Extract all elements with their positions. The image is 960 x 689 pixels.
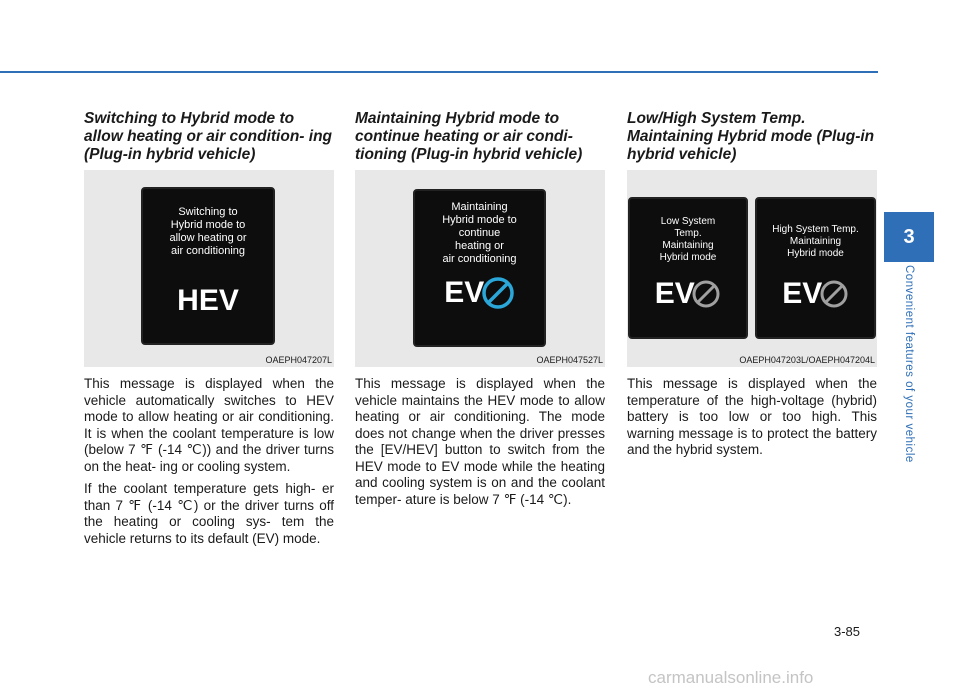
screen-line: Hybrid mode	[787, 248, 844, 259]
screen-line: continue	[458, 227, 501, 239]
screen-line: heating or	[455, 240, 504, 252]
body-text-3	[627, 376, 877, 465]
ev-indicator: EV	[782, 277, 823, 310]
figure-system-temp-messages	[627, 170, 877, 367]
ev-indicator: EV	[654, 277, 695, 310]
cluster-screen	[141, 187, 275, 345]
ev-indicator: EV	[444, 276, 485, 309]
hev-indicator: HEV	[177, 284, 239, 317]
screen-line: Switching to	[178, 206, 238, 218]
section-title-text: Convenient features of your vehicle	[903, 265, 915, 463]
screen-line: High System Temp.	[772, 224, 859, 235]
column-3	[627, 110, 877, 164]
screen-line: Temp.	[674, 228, 702, 239]
screen-line: air conditioning	[442, 253, 517, 265]
screen-line: Hybrid mode to	[170, 219, 246, 231]
screen-line: Hybrid mode to	[442, 214, 517, 226]
prohibited-icon	[691, 279, 721, 309]
cluster-screen-low	[628, 197, 748, 339]
ev-indicator-group	[415, 276, 544, 310]
ev-indicator-group	[757, 277, 874, 311]
figure-ev-maintaining-message	[355, 170, 605, 367]
screen-line: Maintaining	[789, 236, 842, 247]
screen-line: Maintaining	[451, 201, 508, 213]
page-number: 3-85	[834, 624, 861, 639]
figure-code: OAEPH047207L	[265, 355, 332, 365]
screen-line: air conditioning	[171, 245, 245, 257]
body-text-2	[355, 376, 605, 514]
paragraph: This message is displayed when the vehicle automatically switches to HEV mode to allow heating or air conditioning. It is when the coolant temperature is low (below 7 ℉ (-14 ℃)) and the driver turns on the heat- ing or cooling system.	[84, 376, 334, 474]
figure-code: OAEPH047527L	[536, 355, 603, 365]
paragraph: This message is displayed when the temperature of the high-voltage (hybrid) battery is too low or too high. This warning message is to protect the battery and the hybrid system.	[627, 376, 877, 457]
heading-maintaining-hybrid: Maintaining Hybrid mode to continue heating or air condi- tioning (Plug-in hybrid vehicle)	[355, 110, 583, 163]
cluster-screen	[413, 189, 546, 347]
heading-switching-hybrid: Switching to Hybrid mode to allow heating or air condition- ing (Plug-in hybrid vehicle)	[84, 110, 332, 163]
screen-line: Maintaining	[662, 240, 714, 251]
ev-indicator-group	[630, 277, 746, 311]
screen-line: Hybrid mode	[659, 252, 717, 263]
prohibited-icon	[819, 279, 849, 309]
paragraph: This message is displayed when the vehicle maintains the HEV mode to allow heating or air conditioning. The mode does not change when the driver presses the [EV/HEV] button to switch from the HEV mode to EV mode while the heating and cooling system is on and the coolant temper- ature is below 7 ℉ (-14 ℃).	[355, 376, 605, 507]
figure-code: OAEPH047203L/OAEPH047204L	[739, 355, 875, 365]
section-title	[897, 265, 921, 495]
top-rule	[0, 71, 878, 73]
body-text-1	[84, 376, 334, 553]
screen-line: allow heating or	[169, 232, 247, 244]
section-number-tab: 3	[884, 212, 934, 262]
column-2	[355, 110, 605, 164]
screen-line: Low System	[660, 216, 716, 227]
paragraph: If the coolant temperature gets high- er than 7 ℉ (-14 ℃) or the driver turns off the heating or cooling sys- tem the vehicle returns to its default (EV) mode.	[84, 481, 334, 546]
figure-hev-message	[84, 170, 334, 367]
heading-system-temp: Low/High System Temp. Maintaining Hybrid mode (Plug-in hybrid vehicle)	[627, 110, 875, 163]
column-1	[84, 110, 334, 164]
watermark: carmanualsonline.info	[648, 668, 814, 687]
cluster-screen-high	[755, 197, 876, 339]
prohibited-icon	[481, 276, 515, 310]
